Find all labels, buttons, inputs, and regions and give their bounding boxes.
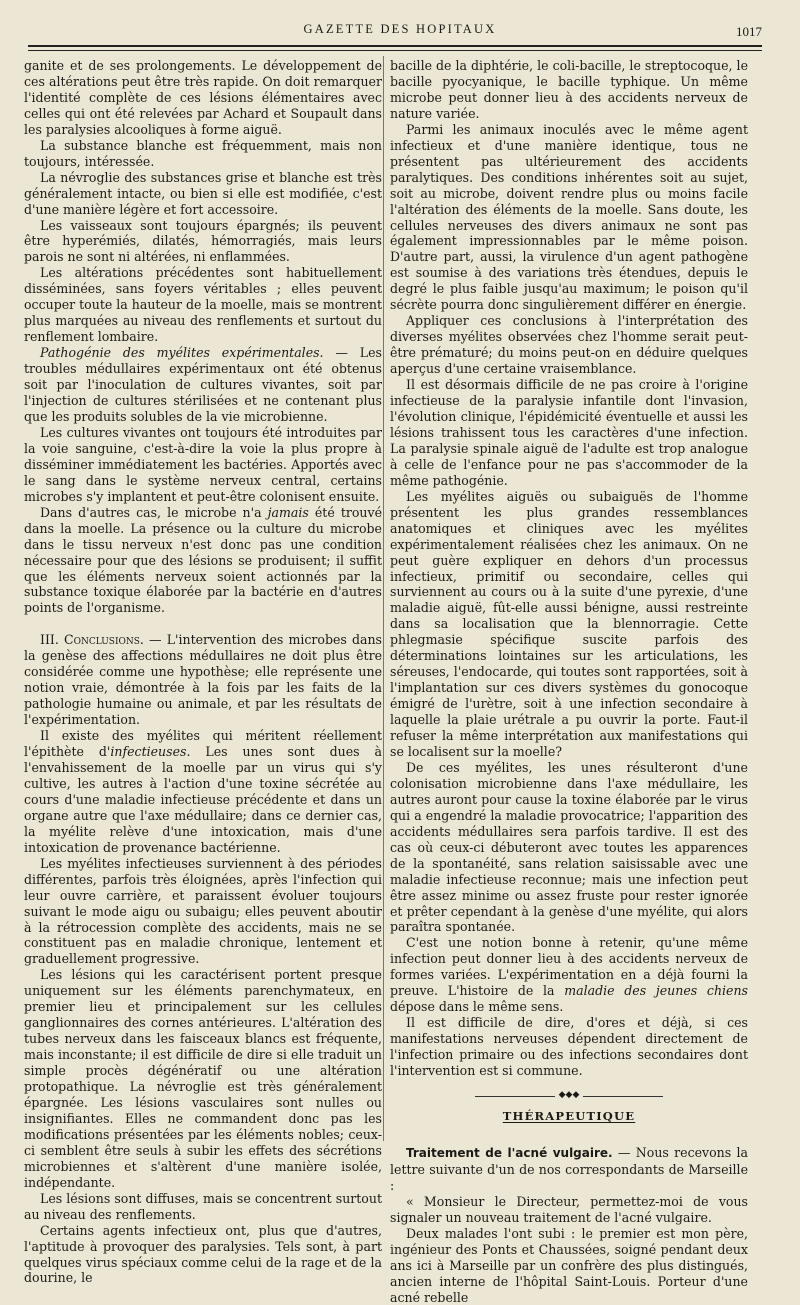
paragraph-text: . Les unes sont dues à l'envahissement de la moelle par un virus qui s'y cultive, les autres à l'action d'une toxine sécrétée au cours d'une maladie infectieuse précédente et dans un organe autre que l'axe médullaire; dans ce dernier cas, la myélite relève d'une intoxication, mais d'une intoxication de provenance bactérienne. bbox=[24, 744, 382, 855]
section-title bbox=[390, 1109, 748, 1125]
paragraph: Deux malades l'ont subi : le premier est mon père, ingénieur des Ponts et Chaussées, soigné pendant deux ans ici à Marseille par un confrère des plus distingués, ancien interne de l'hôpital Saint-Louis. Porteur d'une acné rebelle bbox=[390, 1225, 748, 1305]
paragraph: Certains agents infectieux ont, plus que d'autres, l'aptitude à provoquer des paralysies. Tels sont, à part quelques virus spéciaux comme celui de la rage et de la dourine, le bbox=[24, 1222, 382, 1286]
header-rule-thick bbox=[28, 45, 762, 47]
paragraph: Les lésions qui les caractérisent portent presque uniquement sur les éléments parenchymateux, en premier lieu et principalement sur les cellules ganglionnaires des cornes antérieures. L'altération des tubes nerveux dans les faisceaux blancs est fréquente, mais inconstante; il est difficile de dire si elle traduit un simple procès dégénératif ou une altération protopathique. La névroglie est très généralement épargnée. Les lésions vasculaires sont nulles ou insignifiantes. Elles ne commandent donc pas les modifications présentées par les éléments nobles; ceux-ci semblent être seuls à subir les effets des sécrétions microbiennes et s'altèrent d'une manière isolée, indépendante. bbox=[24, 967, 382, 1190]
paragraph: Il est difficile de dire, d'ores et déjà, si ces manifestations nerveuses dépendent directement de l'infection primaire ou des infections secondaires dont l'intervention est si commune. bbox=[390, 1015, 748, 1079]
paragraph bbox=[24, 728, 382, 856]
paragraph: Les myélites infectieuses surviennent à des périodes différentes, parfois très éloignées, après l'infection qui leur ouvre carrière, et paraissent évoluer toujours suivant le mode aigu ou subaigu; elles peuvent aboutir à la rétrocession complète des accidents, mais ne se constituent pas en maladie chronique, lentement et graduellement progressive. bbox=[24, 855, 382, 967]
paragraph bbox=[24, 505, 382, 617]
paragraph bbox=[390, 935, 748, 1015]
paragraph: Les vaisseaux sont toujours épargnés; ils peuvent être hyperémiés, dilatés, hémorragiés, mais leurs parois ne sont ni altérées, ni enflammées. bbox=[24, 217, 382, 265]
paragraph-text: — Nous recevons la lettre suivante d'un de nos correspondants de Marseille : bbox=[390, 1144, 748, 1193]
paragraph: La névroglie des substances grise et blanche est très généralement intacte, ou bien si elle est modifiée, c'est d'une manière légère et fort accessoire. bbox=[24, 169, 382, 217]
ornament-line bbox=[475, 1096, 555, 1097]
left-column bbox=[24, 58, 383, 1286]
paragraph-text: été trouvé dans la moelle. La présence ou la culture du microbe dans le tissu nerveux n'est donc pas une condition nécessaire pour que des lésions se produisent; il suffit que les éléments nerveux soient actionnés par la substance toxique élaborée par la bactérie en d'autres points de l'organisme. bbox=[24, 504, 383, 616]
paragraph: Les myélites aiguës ou subaiguës de l'homme présentent les plus grandes ressemblances anatomiques et cliniques avec les myélites expérimentalement réalisées chez les animaux. On ne peut guère expliquer en dehors d'un processus infectieux, primitif ou secondaire, celles qui surviennent au cours ou à la suite d'une pyrexie, d'une maladie aiguë, fût-elle aussi bénigne, aussi restreinte dans sa localisation que la blennorragie. Cette phlegmasie spécifique suscite parfois des déterminations lointaines sur les articulations, les séreuses, l'endocarde, qui toutes sont rapportées, soit à l'implantation sur ces divers systèmes du gonocoque émigré de l'urètre, soit à une infection secondaire à laquelle la plaie urétrale a pu ouvrir la porte. Faut-il refuser la même interprétation aux manifestations qui se localisent sur la moelle? bbox=[390, 488, 748, 759]
page-number: 1017 bbox=[736, 24, 762, 39]
paragraph-text: — Les troubles médullaires expérimentaux ont été obtenus soit par l'inoculation de cultures vivantes, soit par l'injection de cultures stérilisées et ne contenant plus que les produits solubles de la vie microbienne. bbox=[24, 345, 382, 424]
paragraph: Les lésions sont diffuses, mais se concentrent surtout au niveau des renflements. bbox=[24, 1190, 382, 1222]
paragraph-text: — L'intervention des microbes dans la genèse des affections médullaires ne doit plus être considérée comme une hypothèse; elle représente une notion vraie, démontrée à la fois par les faits de la pathologie humaine ou animale, et par les résultats de l'expérimentation. bbox=[24, 632, 382, 728]
paragraph-text: dépose dans le même sens. bbox=[390, 999, 564, 1015]
journal-title: GAZETTE DES HOPITAUX bbox=[303, 22, 497, 36]
emphasis: infectieuses bbox=[110, 744, 187, 760]
section-title-text: THÉRAPEUTIQUE bbox=[502, 1109, 636, 1123]
paragraph: Les altérations précédentes sont habituellement disséminées, sans foyers véritables ; elles peuvent occuper toute la hauteur de la moelle, mais se montrent plus marquées au niveau des renflements et surtout du renflement lombaire. bbox=[24, 265, 382, 345]
paragraph: « Monsieur le Directeur, permettez-moi de vous signaler un nouveau traitement de l'acné vulgaire. bbox=[390, 1193, 748, 1225]
paragraph bbox=[390, 1145, 748, 1194]
emphasis: jamais bbox=[267, 504, 309, 520]
paragraph bbox=[24, 632, 382, 728]
section-ornament bbox=[390, 1091, 748, 1101]
paragraph: Appliquer ces conclusions à l'interprétation des diverses myélites observées chez l'homme serait peut-être prématuré; du moins peut-on en déduire quelques aperçus d'une certaine vraisemblance. bbox=[390, 313, 748, 377]
paragraph: bacille de la diphtérie, le coli-bacille, le streptocoque, le bacille pyocyanique, le bacille typhique. Un même microbe peut donner lieu à des accidents nerveux de nature variée. bbox=[390, 58, 748, 121]
right-column bbox=[390, 58, 748, 1305]
paragraph: La substance blanche est fréquemment, mais non toujours, intéressée. bbox=[24, 137, 382, 169]
paragraph: ganite et de ses prolongements. Le développement de ces altérations peut être très rapide. On doit remarquer l'identité complète de ces lésions élémentaires avec celles qui ont été relevées par Achard et Soupault dans les paralysies alcooliques à forme aiguë. bbox=[24, 58, 382, 137]
ornament-line bbox=[583, 1096, 663, 1097]
article-lead: Traitement de l'acné vulgaire. bbox=[406, 1145, 613, 1160]
paragraph-text: Dans d'autres cas, le microbe n'a bbox=[40, 504, 268, 520]
paragraph-text: C'est une notion bonne à retenir, qu'une même infection peut donner lieu à des accidents nerveux de formes variées. L'expérimentation en a déjà fourni la preuve. L'histoire de la bbox=[390, 935, 748, 999]
ornament-diamond-icon: ◆◆◆ bbox=[558, 1090, 580, 1101]
emphasis: maladie des jeunes chiens bbox=[564, 983, 748, 999]
paragraph: De ces myélites, les unes résulteront d'une colonisation microbienne dans l'axe médullaire, les autres auront pour cause la toxine élaborée par le virus qui a engendré la maladie provocatrice; l'apparition des accidents médullaires sera parfois tardive. Il est des cas où ceux-ci débuteront avec toutes les apparences de la spontanéité, sans relation saisissable avec une maladie infectieuse reconnue; mais une infection peut être assez minime ou assez fruste pour rester ignorée et prêter cependant à la genèse d'une myélite, qui alors paraîtra spontanée. bbox=[390, 759, 748, 935]
paragraph: Les cultures vivantes ont toujours été introduites par la voie sanguine, c'est-à-dire la voie la plus propre à disséminer immédiatement les bactéries. Apportés avec le sang dans le système nerveux central, certains microbes s'y implantent et peut-être colonisent ensuite. bbox=[24, 424, 382, 504]
paragraph bbox=[24, 345, 382, 425]
page-header bbox=[28, 20, 772, 44]
section-heading: III. Conclusions. bbox=[40, 632, 144, 648]
paragraph-text: Il existe des myélites qui méritent réellement l'épithète d' bbox=[24, 728, 382, 760]
subsection-heading: Pathogénie des myélites expérimentales. bbox=[40, 345, 324, 361]
header-rule-thin bbox=[28, 50, 762, 51]
paragraph: Parmi les animaux inoculés avec le même agent infectieux et d'une manière identique, tous ne présentent pas ultérieurement des accidents paralytiques. Des conditions inhérentes soit au sujet, soit au microbe, doivent rendre plus ou moins facile l'altération des éléments de la moelle. Sans doute, les cellules nerveuses des divers animaux ne sont pas également impressionnables par le même poison. D'autre part, aussi, la virulence d'un agent pathogène est soumise à des variations très étendues, depuis le degré le plus faible jusqu'au maximum; le poison qu'il sécrète pourra donc singulièrement différer en énergie. bbox=[390, 121, 748, 313]
column-divider bbox=[383, 56, 384, 1141]
paragraph: Il est désormais difficile de ne pas croire à l'origine infectieuse de la paralysie infantile dont l'invasion, l'évolution clinique, l'épidémicité éventuelle et aussi les lésions trahissent tous les caractères d'une infection. La paralysie spinale aiguë de l'adulte est trop analogue à celle de l'enfance pour ne pas s'accommoder de la même pathogénie. bbox=[390, 377, 748, 488]
